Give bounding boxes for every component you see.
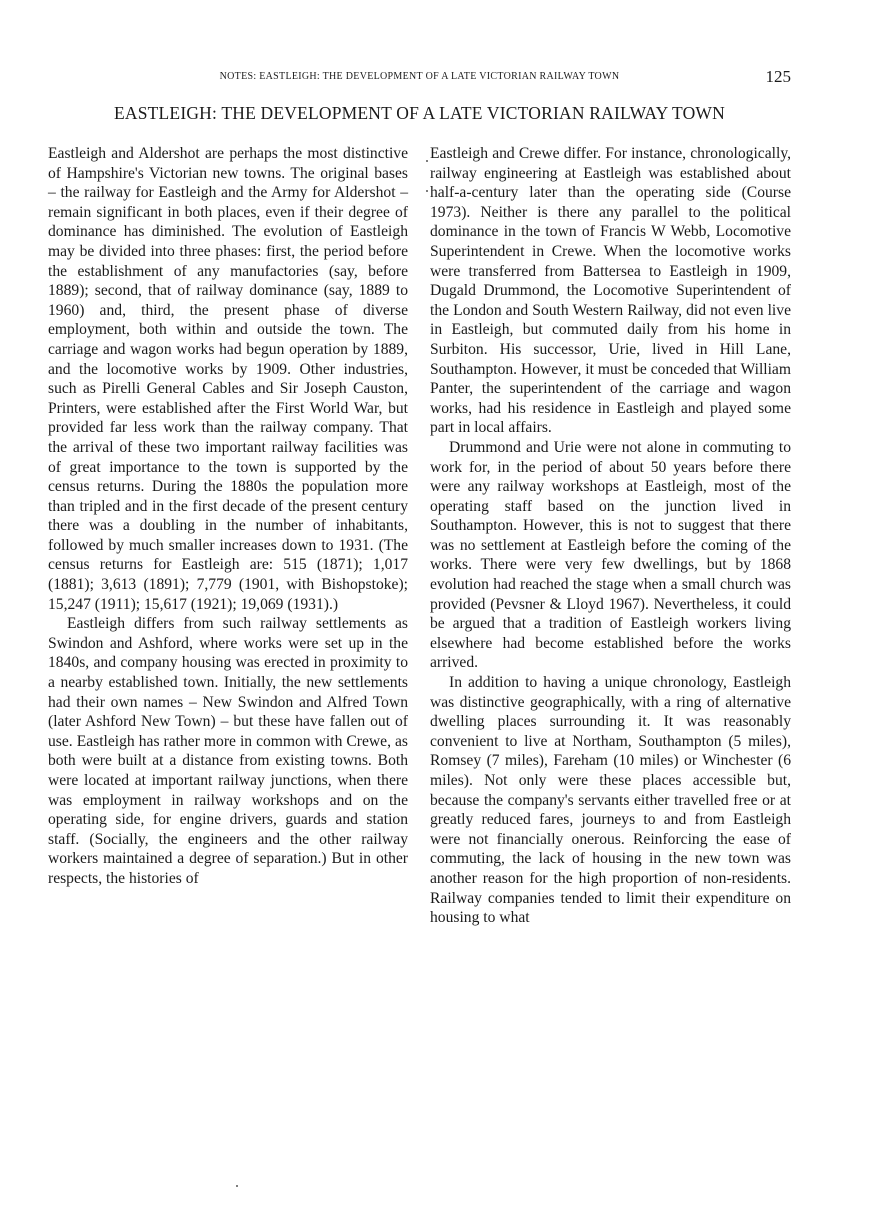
paragraph: Eastleigh and Aldershot are perhaps the most distinctive of Hampshire's Victorian new towns. The original bases – the railway for Eastleigh and the Army for Aldershot – remain significant in both places, even if their degree of dominance has diminished. The evolution of Eastleigh may be divided into three phases: first, the period before the establishment of any manufactories (say, before 1889); second, that of railway dominance (say, 1889 to 1960) and, third, the present phase of diverse employment, both within and outside the town. The carriage and wagon works had begun operation by 1889, and the locomotive works by 1909. Other industries, such as Pirelli General Cables and Sir Joseph Causton, Printers, were established after the First World War, but provided far less work than the railway company. That the arrival of these two important railway facilities was of great importance to the town is supported by the census returns. During the 1880s the population more than tripled and in the first decade of the present century there was a doubling in the number of inhabitants, followed by much smaller increases down to 1931. (The census returns for Eastleigh are: 515 (1871); 1,017 (1881); 3,613 (1891); 7,779 (1901, with Bishopstoke); 15,247 (1911); 15,617 (1921); 19,069 (1931).) <box>48 145 408 613</box>
running-header <box>48 68 791 88</box>
scan-speck <box>426 160 428 162</box>
left-column <box>48 144 408 889</box>
article-title: EASTLEIGH: THE DEVELOPMENT OF A LATE VICTORIAN RAILWAY TOWN <box>113 103 725 123</box>
page-number: 125 <box>765 67 791 86</box>
paragraph: In addition to having a unique chronology, Eastleigh was distinctive geographically, with a ring of alternative dwelling places surrounding it. It was reasonably convenient to live at Northam, Southampton (5 miles), Romsey (7 miles), Fareham (10 miles) or Winchester (6 miles). Not only were these places accessible but, because the company's servants either travelled free or at greatly reduced fares, journeys to and from Eastleigh were not financially onerous. Reinforcing the ease of commuting, the lack of housing in the new town was another reason for the high proportion of non-residents. Railway companies tended to limit their expenditure on housing to what <box>430 674 791 927</box>
scan-speck <box>426 190 428 192</box>
paragraph: Eastleigh and Crewe differ. For instance, chronologically, railway engineering at Eastleigh was established about half-a-century later than the operating side (Course 1973). Neither is there any parallel to the political dominance in the town of Francis W Webb, Locomotive Superintendent in Crewe. When the locomotive works were transferred from Battersea to Eastleigh in 1909, Dugald Drummond, the Locomotive Superintendent of the London and South Western Railway, did not even live in Eastleigh, but commuted daily from his home in Surbiton. His successor, Urie, lived in Hill Lane, Southampton. However, it must be conceded that William Panter, the superintendent of the carriage and wagon works, had his residence in Eastleigh and played some part in local affairs. <box>430 145 791 437</box>
running-title: NOTES: EASTLEIGH: THE DEVELOPMENT OF A LATE VICTORIAN RAILWAY TOWN <box>219 71 620 82</box>
right-column <box>430 144 791 928</box>
paragraph: Eastleigh differs from such railway settlements as Swindon and Ashford, where works were set up in the 1840s, and company housing was erected in proximity to a nearby established town. Initially, the new settlements had their own names – New Swindon and Alfred Town (later Ashford New Town) – but these have fallen out of use. Eastleigh has rather more in common with Crewe, as both were built at a distance from existing towns. Both were located at important railway junctions, when there was employment in railway workshops and on the operating side, for engine drivers, guards and station staff. (Socially, the engineers and the other railway workers maintained a degree of separation.) But in other respects, the histories of <box>48 615 408 887</box>
scan-speck <box>236 1185 238 1187</box>
paragraph: Drummond and Urie were not alone in commuting to work for, in the period of about 50 years before there were any railway workshops at Eastleigh, most of the operating staff based on the junction lived in Southampton. However, this is not to suggest that there was no settlement at Eastleigh before the coming of the works. There were very few dwellings, but by 1868 evolution had reached the stage when a small church was provided (Pevsner & Lloyd 1967). Nevertheless, it could be argued that a tradition of Eastleigh workers living elsewhere had become established before the works arrived. <box>430 438 791 672</box>
